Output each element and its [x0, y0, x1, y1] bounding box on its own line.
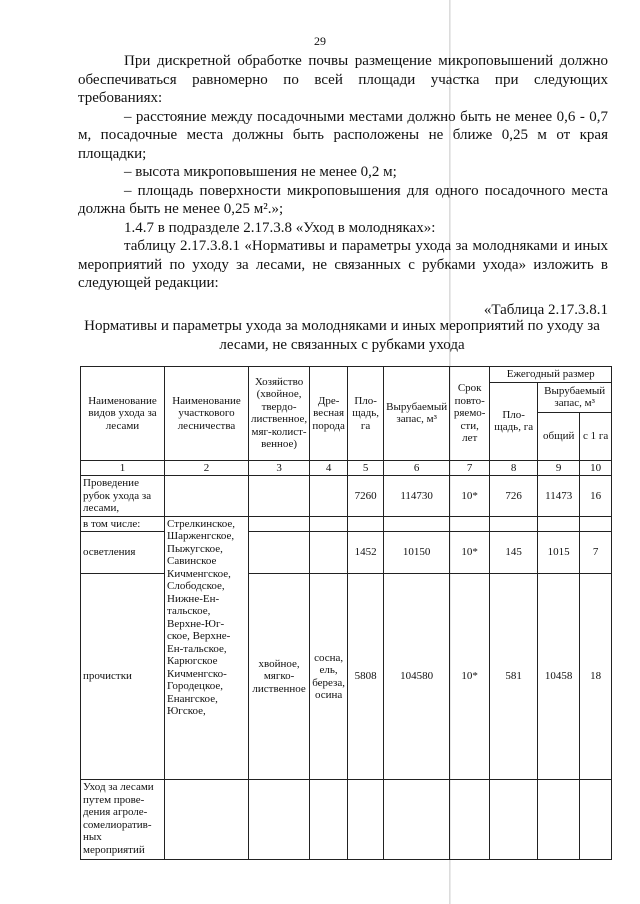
row-label: Проведение рубок ухода за лесами, — [81, 476, 165, 517]
paragraph: – расстояние между посадочными местами должно быть не менее 0,6 - 0,7 м, посадочные места должны быть расположены не ближе 0,25 м от края площадки; — [78, 108, 608, 162]
header-cell: Ежегодный размер — [490, 367, 612, 383]
table-reference: «Таблица 2.17.3.8.1 — [483, 301, 608, 318]
table-cell: 18 — [580, 574, 612, 780]
table-cell: 10* — [450, 476, 490, 517]
header-cell: Наименование видов ухода за лесами — [81, 367, 165, 461]
table-cell: 114730 — [384, 476, 450, 517]
column-number: 3 — [249, 460, 310, 476]
header-cell: Вырубаемый запас, м³ — [384, 367, 450, 461]
paragraph: – высота микроповышения не менее 0,2 м; — [124, 164, 397, 180]
table-cell: 104580 — [384, 574, 450, 780]
page-number: 29 — [314, 34, 326, 48]
table-cell: 581 — [490, 574, 538, 780]
column-number: 5 — [348, 460, 384, 476]
row-label: прочистки — [81, 574, 165, 780]
table-title: Нормативы и параметры ухода за молодняками и иных мероприятий по уходу за лесами, не связанных с рубками ухода — [84, 318, 600, 353]
paragraph: 1.4.7 в подразделе 2.17.3.8 «Уход в молодняках»: — [124, 219, 436, 236]
table-cell: 145 — [490, 532, 538, 574]
header-cell: Хозяйство (хвойное, твердо-лиственное, мяг-колист-венное) — [249, 367, 310, 461]
header-cell: Пло-щадь, га — [348, 367, 384, 461]
header-cell: Пло-щадь, га — [490, 382, 538, 460]
table-row — [81, 516, 612, 532]
table-cell: 5808 — [348, 574, 384, 780]
column-number: 6 — [384, 460, 450, 476]
column-number: 4 — [310, 460, 348, 476]
table-cell: 7260 — [348, 476, 384, 517]
column-number: 10 — [580, 460, 612, 476]
column-number: 2 — [165, 460, 249, 476]
column-number: 1 — [81, 460, 165, 476]
table-cell: 1015 — [538, 532, 580, 574]
table-cell: 10* — [450, 574, 490, 780]
table-row — [81, 532, 612, 574]
table-cell: 11473 — [538, 476, 580, 517]
header-cell: Срок повто-ряемо-сти, лет — [450, 367, 490, 461]
table-row — [81, 574, 612, 780]
table-cell: хвойное, мягко-лиственное — [249, 574, 310, 780]
header-cell: Вырубаемый запас, м³ — [538, 382, 612, 412]
table-row — [81, 780, 612, 860]
table-cell: 1452 — [348, 532, 384, 574]
table-cell: 10150 — [384, 532, 450, 574]
header-cell: Наименование участкового лесничества — [165, 367, 249, 461]
paragraph: таблицу 2.17.3.8.1 «Нормативы и параметры ухода за молодняками и иных мероприятий по уходу за лесами, не связанных с рубками ухода» изложить в следующей редакции: — [78, 238, 608, 291]
row-label: осветления — [81, 532, 165, 574]
table-cell: 10* — [450, 532, 490, 574]
paragraph: При дискретной обработке почвы размещение микроповышений должно обеспечиваться равномерно по всей площади участка при следующих требованиях: — [78, 53, 608, 106]
row-label: в том числе: — [81, 516, 165, 532]
forestry-names: Стрелкинское, Шарженгское, Пыжугское, Савинское Кичменгское, Слободское, Нижне-Ен-тальское, Верхне-Юг-ское, Верхне-Ен-тальское, Карюгское Кичменгско-Городецкое, Енангское, Югское, — [165, 516, 249, 780]
table-row — [81, 476, 612, 517]
header-cell: Дре-весная порода — [310, 367, 348, 461]
body-text — [78, 52, 608, 319]
column-number: 9 — [538, 460, 580, 476]
table-cell: 16 — [580, 476, 612, 517]
row-label: Уход за лесами путем прове-дения агроле-сомелиоратив-ных мероприятий — [81, 780, 165, 860]
table-cell: 10458 — [538, 574, 580, 780]
table-cell: 7 — [580, 532, 612, 574]
header-cell: с 1 га — [580, 412, 612, 460]
column-number: 7 — [450, 460, 490, 476]
norms-table — [80, 366, 612, 860]
table-cell: 726 — [490, 476, 538, 517]
column-number: 8 — [490, 460, 538, 476]
paragraph: – площадь поверхности микроповышения для одного посадочного места должна быть не менее 0,25 м².»; — [78, 182, 608, 217]
table-cell: сосна, ель, береза, осина — [310, 574, 348, 780]
header-cell: общий — [538, 412, 580, 460]
